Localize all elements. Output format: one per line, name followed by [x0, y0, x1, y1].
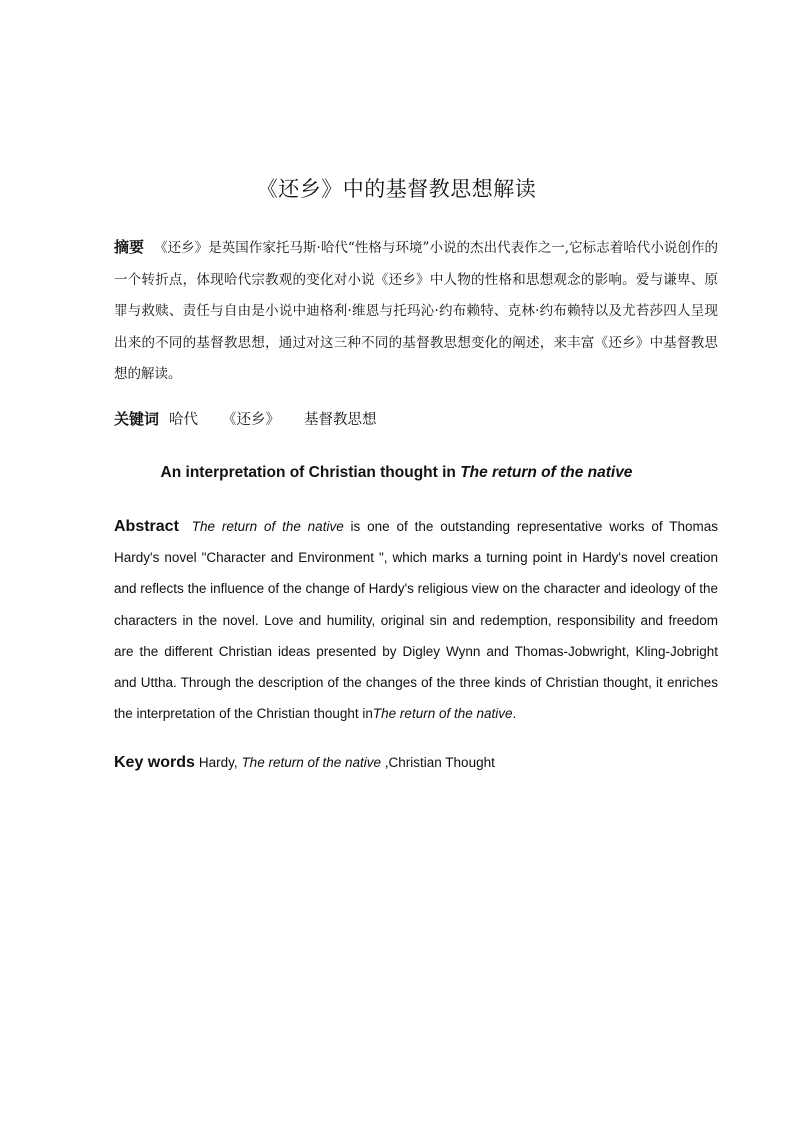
chinese-abstract	[114, 232, 718, 391]
chinese-abstract-text: 《还乡》是英国作家托马斯·哈代“性格与环境”小说的杰出代表作之一,它标志着哈代小说创作的一个转折点，体现哈代宗教观的变化对小说《还乡》中人物的性格和思想观念的影响。爱与谦卑、原罪与救赎、责任与自由是小说中迪格利·维恩与托玛沁·约布赖特、克林·约布赖特以及尤苔莎四人呈现出来的不同的基督教思想，通过对这三种不同的基督教思想变化的阐述，来丰富《还乡》中基督教思想的解读。	[114, 240, 718, 383]
english-abstract	[114, 511, 718, 729]
chinese-keyword: 《还乡》	[222, 412, 281, 428]
english-title-italic: The return of the native	[460, 464, 633, 481]
english-keywords-label: Key words	[114, 754, 195, 771]
english-abstract-italic-title: The return of the native	[191, 519, 344, 534]
english-keyword-2: ,Christian Thought	[381, 755, 495, 770]
english-keyword-italic: The return of the native	[241, 755, 382, 770]
english-title-prefix: An interpretation of Christian thought in	[160, 464, 461, 481]
chinese-keywords	[114, 408, 391, 429]
english-abstract-period: .	[512, 706, 517, 722]
chinese-abstract-label: 摘要	[114, 238, 145, 256]
english-abstract-italic-title-end: The return of the native	[372, 706, 513, 722]
chinese-keyword: 基督教思想	[304, 412, 377, 428]
english-keyword-1: Hardy,	[198, 755, 242, 770]
chinese-title: 《还乡》中的基督教思想解读	[256, 177, 537, 201]
chinese-keywords-label: 关键词	[114, 410, 160, 428]
english-title	[0, 464, 793, 482]
english-abstract-label: Abstract	[114, 518, 179, 535]
english-keywords	[114, 754, 495, 772]
chinese-keyword: 哈代	[169, 412, 199, 428]
english-abstract-text: is one of the outstanding representative works of Thomas Hardy's novel "Character and Environment ", which marks a turning point in Hardy's novel creation and reflects the influence of the change of Hardy's religious view on the character and ideology of the characters in the novel. Love and humility, original sin and redemption, responsibility and freedom are the different Christian ideas presented by Digley Wynn and Thomas-Jobwright, Kling-Jobright and Uttha. Through the description of the changes of the three kinds of Christian thought, it enriches the interpretation of the Christian thought in	[114, 519, 718, 722]
